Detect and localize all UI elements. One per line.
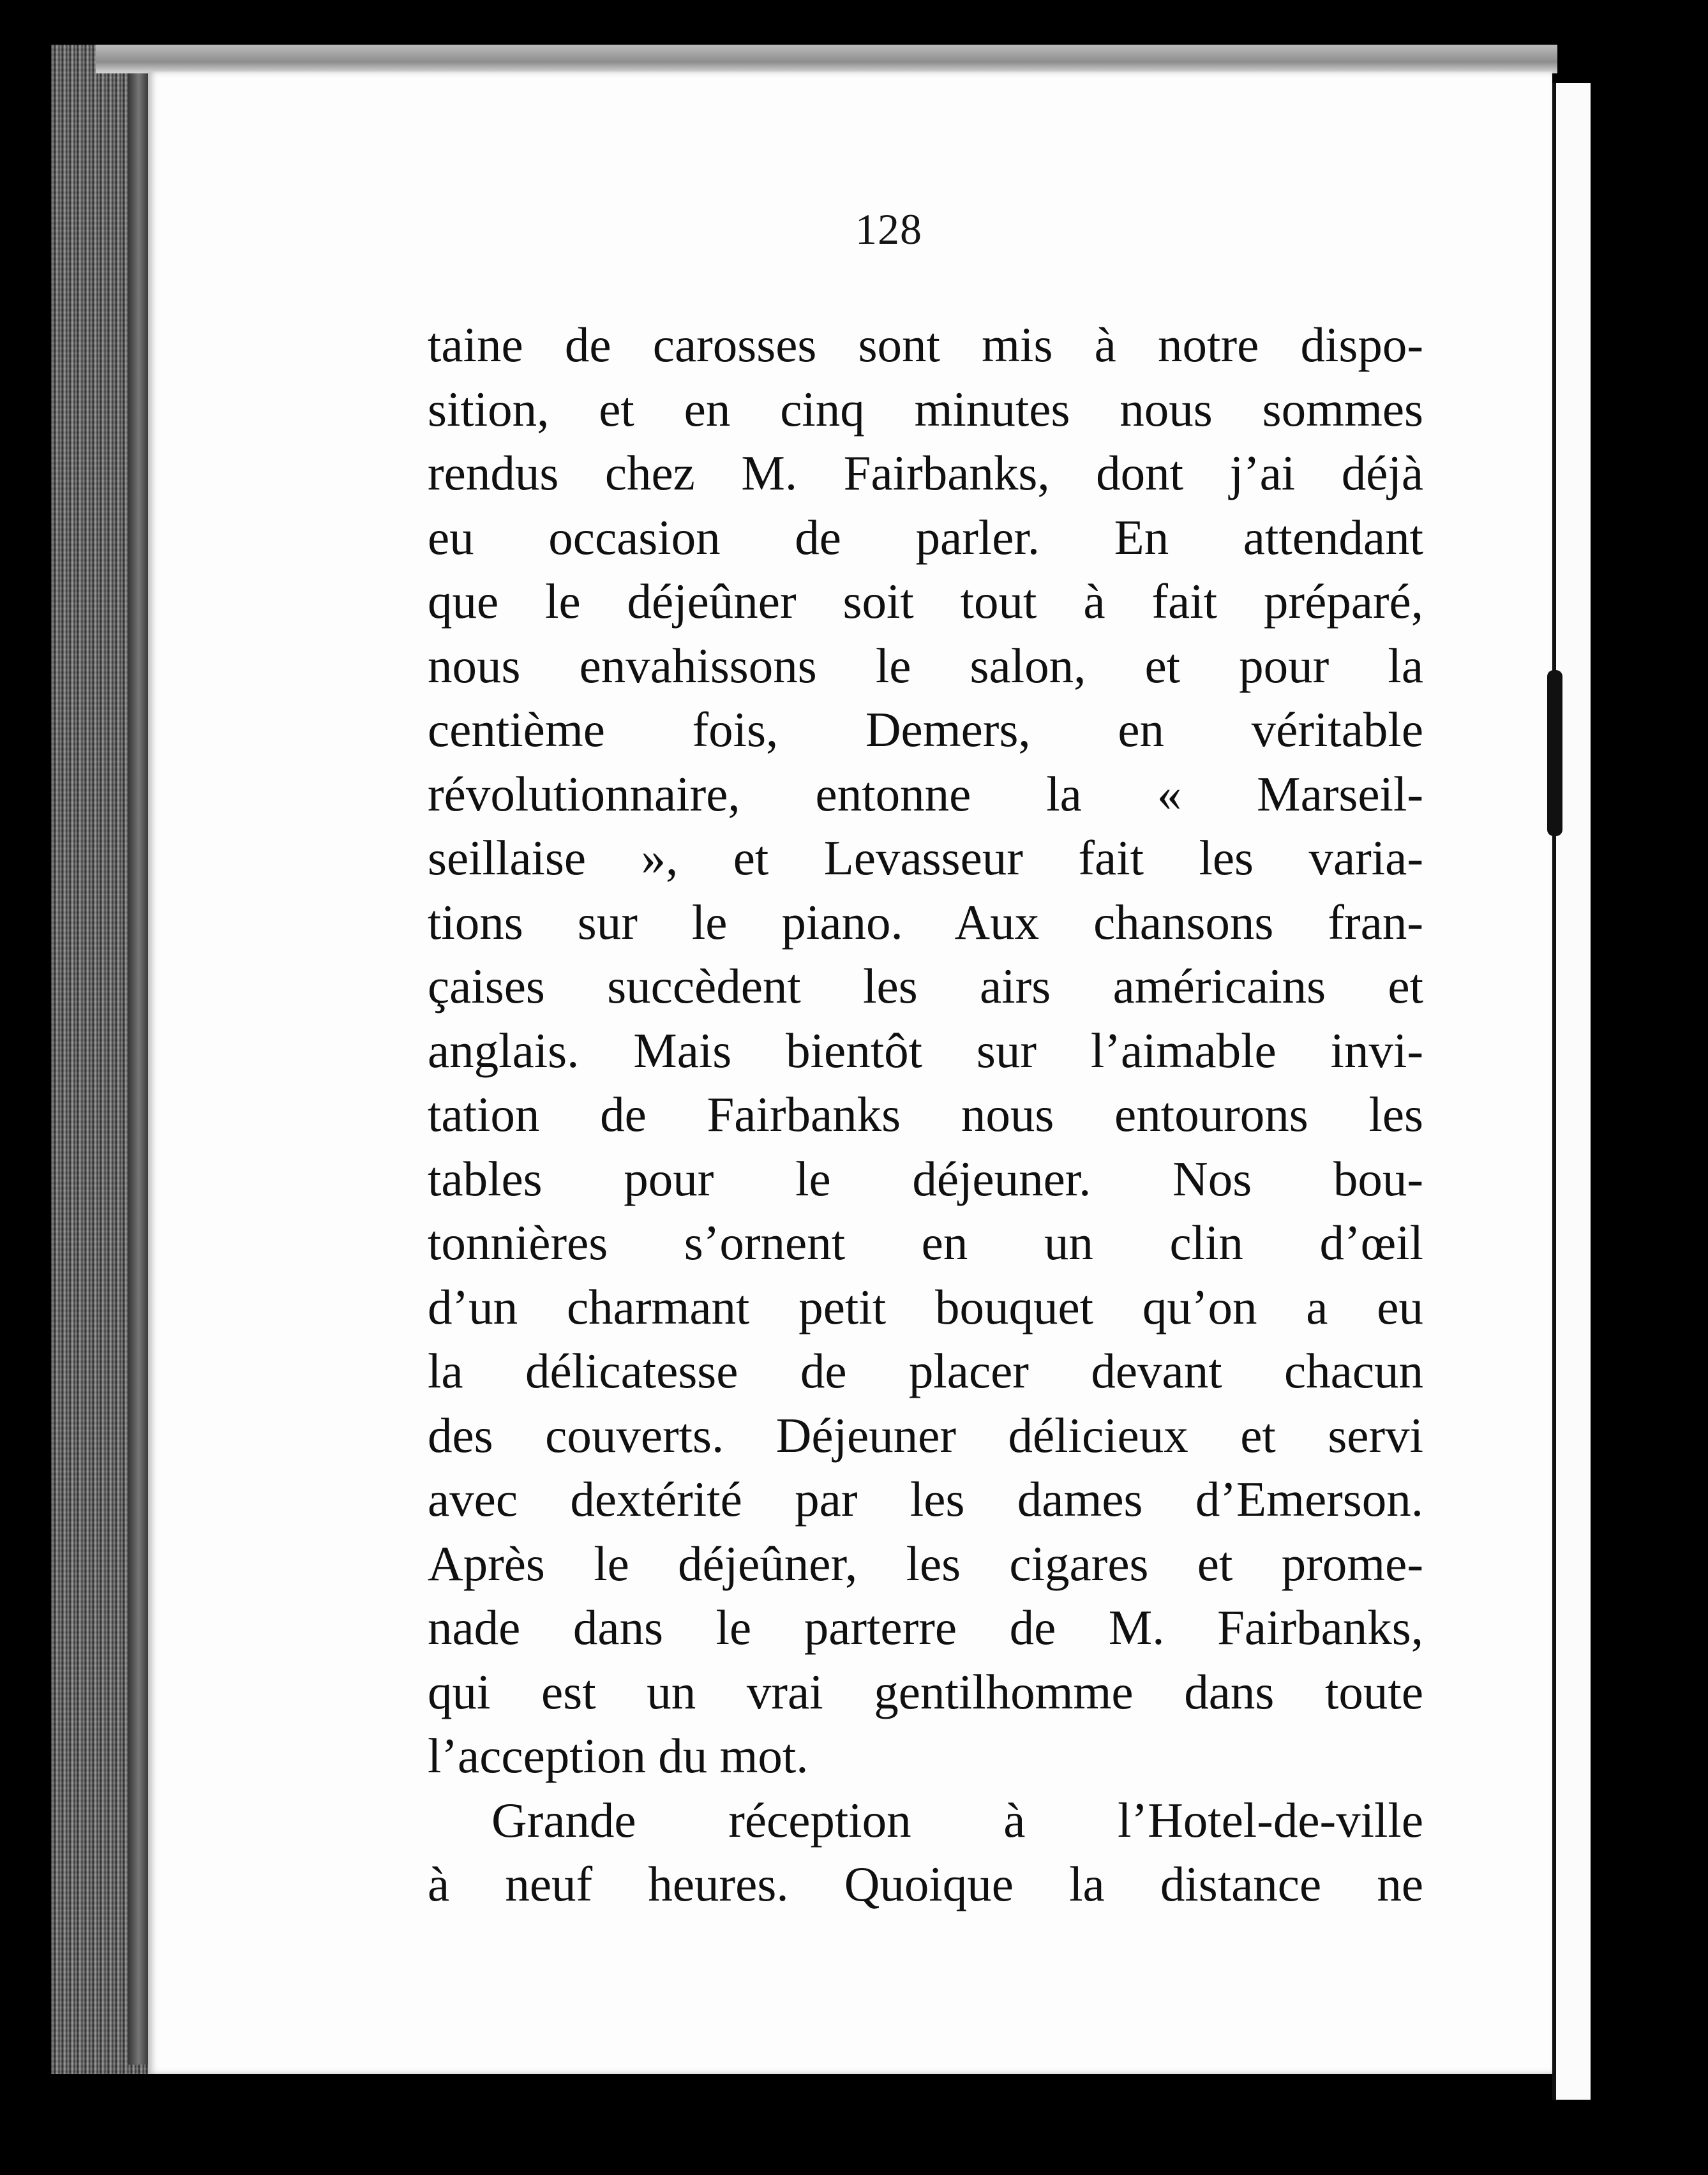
text-line: Après le déjeûner, les cigares et prome- (428, 1536, 1423, 1591)
text-line: nous envahissons le salon, et pour la (428, 638, 1423, 693)
page-number: 128 (855, 205, 922, 253)
binding-mark (1547, 670, 1562, 836)
text-line: des couverts. Déjeuner délicieux et servi (428, 1407, 1423, 1463)
text-line: rendus chez M. Fairbanks, dont j’ai déjà (428, 445, 1423, 500)
text-line: seillaise », et Levasseur fait les varia- (428, 830, 1423, 885)
text-line: sition, et en cinq minutes nous sommes (428, 381, 1423, 437)
text-line: l’acception du mot. (428, 1728, 809, 1783)
text-line: que le déjeûner soit tout à fait préparé, (428, 574, 1423, 629)
text-line: nade dans le parterre de M. Fairbanks, (428, 1600, 1423, 1655)
text-line: à neuf heures. Quoique la distance ne (428, 1857, 1423, 1911)
book-top-edge (96, 45, 1557, 73)
text-line: la délicatesse de placer devant chacun (428, 1343, 1423, 1398)
page-text (428, 313, 1423, 1917)
text-line: anglais. Mais bientôt sur l’aimable invi- (428, 1022, 1423, 1078)
text-line: Grande réception à l’Hotel-de-ville (491, 1792, 1423, 1848)
text-line: centième fois, Demers, en véritable (428, 702, 1423, 757)
text-line: tation de Fairbanks nous entourons les (428, 1087, 1423, 1142)
text-line: qui est un vrai gentilhomme dans toute (428, 1664, 1423, 1719)
text-line: avec dextérité par les dames d’Emerson. (428, 1472, 1423, 1527)
text-line: tions sur le piano. Aux chansons fran- (428, 894, 1423, 950)
text-line: çaises succèdent les airs américains et (428, 959, 1423, 1013)
text-line: révolutionnaire, entonne la « Marseil- (428, 766, 1423, 821)
text-line: tonnières s’ornent en un clin d’œil (428, 1215, 1423, 1270)
text-line: taine de carosses sont mis à notre dispo- (428, 317, 1423, 372)
text-line: d’un charmant petit bouquet qu’on a eu (428, 1279, 1423, 1334)
text-line: eu occasion de parler. En attendant (428, 509, 1423, 565)
scan-background (1591, 83, 1708, 2175)
facing-page-edge (1552, 83, 1594, 2100)
text-line: tables pour le déjeuner. Nos bou- (428, 1151, 1423, 1206)
book-gutter (128, 73, 150, 2065)
